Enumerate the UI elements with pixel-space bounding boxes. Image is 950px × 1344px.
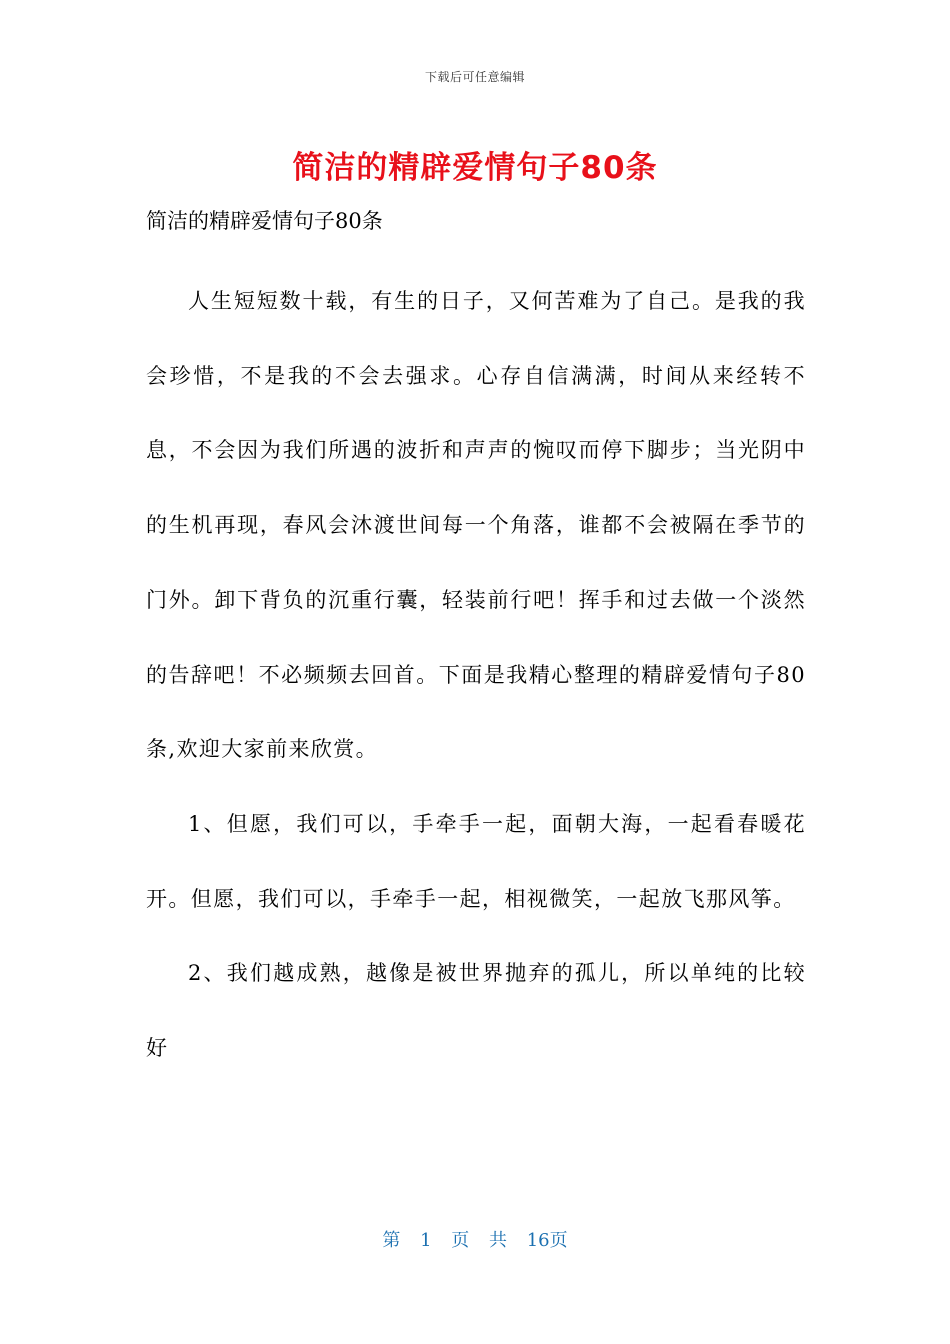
header-note: 下载后可任意编辑 xyxy=(424,70,525,84)
page-footer xyxy=(0,1226,950,1252)
quote-item-2: 2、我们越成熟，越像是被世界抛弃的孤儿，所以单纯的比较好 xyxy=(146,961,806,1061)
current-page-number: 1 xyxy=(420,1230,432,1251)
document-subtitle: 简洁的精辟爱情句子80条 xyxy=(146,209,383,233)
total-label: 共 xyxy=(489,1230,507,1251)
intro-paragraph: 人生短短数十载，有生的日子，又何苦难为了自己。是我的我会珍惜，不是我的不会去强求。心存自信满满，时间从来经转不息，不会因为我们所遇的波折和声声的惋叹而停下脚步；当光阴中的生机再现，春风会沐渡世间每一个角落，谁都不会被隔在季节的门外。卸下背负的沉重行囊，轻装前行吧！挥手和过去做一个淡然的告辞吧！不必频频去回首。下面是我精心整理的精辟爱情句子80条,欢迎大家前来欣赏。 xyxy=(146,289,806,762)
total-pages: 16页 xyxy=(526,1230,568,1251)
document-title: 简洁的精辟爱情句子80条 xyxy=(292,150,658,186)
quote-item-1: 1、但愿，我们可以，手牵手一起，面朝大海，一起看春暖花开。但愿，我们可以，手牵手一起，相视微笑，一起放飞那风筝。 xyxy=(146,811,806,911)
document-body xyxy=(146,264,806,1086)
page-label-prefix: 第 xyxy=(382,1230,401,1251)
page-label-mid: 页 xyxy=(451,1230,470,1251)
